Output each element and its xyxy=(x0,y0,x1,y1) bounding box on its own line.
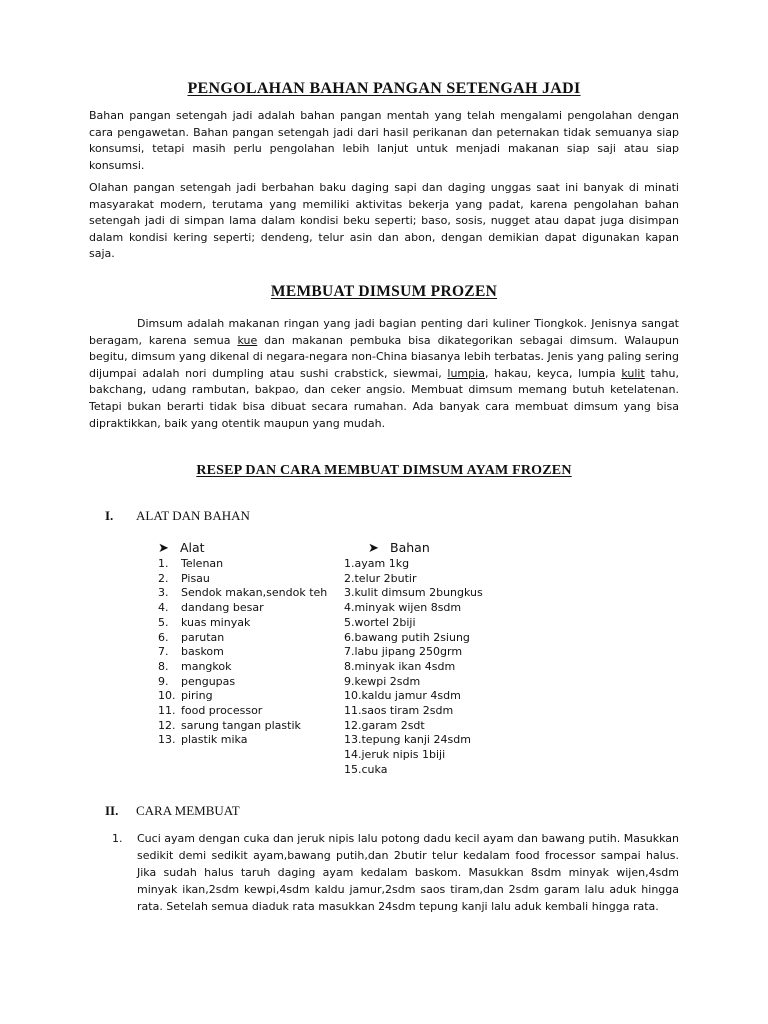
item-number: 9. xyxy=(158,674,169,688)
item-number: 12. xyxy=(158,718,176,732)
item-text: parutan xyxy=(181,630,225,644)
item-number: 6. xyxy=(158,630,169,644)
item-text: Pisau xyxy=(181,571,210,585)
item-text: piring xyxy=(181,689,213,703)
page-title: PENGOLAHAN BAHAN PANGAN SETENGAH JADI xyxy=(187,80,581,97)
item-number: 10. xyxy=(158,689,176,703)
item-number: 13. xyxy=(158,733,176,747)
dimsum-paragraph xyxy=(89,316,679,432)
item-number: 1. xyxy=(158,557,169,570)
section-title-recipe: RESEP DAN CARA MEMBUAT DIMSUM AYAM FROZEN xyxy=(196,463,572,478)
list-item xyxy=(158,660,327,675)
list-item: 13.tepung kanji 24sdm xyxy=(344,733,471,747)
list-item: 6.bawang putih 2siung xyxy=(344,630,470,644)
arrow-bullet-icon: ➤ xyxy=(368,541,379,556)
list-item: 14.jeruk nipis 1biji xyxy=(344,748,446,762)
list-item: 15.cuka xyxy=(344,762,388,776)
section-title-dimsum: MEMBUAT DIMSUM PROZEN xyxy=(270,283,498,300)
bahan-heading xyxy=(368,540,430,556)
list-item: 1.ayam 1kg xyxy=(344,557,410,570)
list-item xyxy=(158,631,327,646)
item-text: plastik mika xyxy=(181,733,248,747)
link-lumpia[interactable]: lumpia xyxy=(447,366,485,380)
section-label: ALAT DAN BAHAN xyxy=(136,508,250,523)
intro-paragraph-2: Olahan pangan setengah jadi berbahan baku daging sapi dan daging unggas saat ini banyak di minati masyarakat modern, terutama yang memiliki aktivitas bekerja yang padat, karena pengolahan bahan setengah jadi di simpan lama dalam kondisi beku seperti; baso, sosis, nugget atau dapat juga disimpan dalam kondisi kering seperti; dendeng, telur asin dan abon, dengan demikian dapat digunakan kapan saja. xyxy=(89,181,679,261)
item-text: food processor xyxy=(181,704,263,718)
list-item: 5.wortel 2biji xyxy=(344,615,416,629)
link-kue[interactable]: kue xyxy=(237,333,258,347)
list-item xyxy=(158,704,327,719)
list-item xyxy=(158,601,327,616)
bahan-heading-label: Bahan xyxy=(390,540,430,555)
step-number: 1. xyxy=(112,832,123,845)
section-number: II. xyxy=(105,803,119,818)
item-text: Sendok makan,sendok teh xyxy=(181,586,328,600)
step-1 xyxy=(112,830,679,915)
item-number: 7. xyxy=(158,645,169,659)
alat-list xyxy=(158,557,327,748)
list-item: 4.minyak wijen 8sdm xyxy=(344,601,462,615)
item-text: Telenan xyxy=(181,557,224,570)
list-item xyxy=(158,572,327,587)
dimsum-text-2: dan makanan pembuka bisa dikategorikan sebagai dimsum. Walaupun begitu, dimsum yang dikenal di negara-negara non-China biasanya lebih terbatas. Jenis yang paling sering dijumpai adalah nori dumpling atau sushi crabstick, siewmai, xyxy=(89,333,679,380)
list-item xyxy=(158,675,327,690)
section-label: CARA MEMBUAT xyxy=(136,803,240,818)
section-number: I. xyxy=(105,508,114,523)
list-item xyxy=(158,586,327,601)
alat-heading xyxy=(158,540,205,556)
item-number: 11. xyxy=(158,704,176,718)
item-number: 2. xyxy=(158,571,169,585)
item-text: sarung tangan plastik xyxy=(181,718,301,732)
list-item: 9.kewpi 2sdm xyxy=(344,674,421,688)
list-item: 3.kulit dimsum 2bungkus xyxy=(344,586,483,600)
list-item xyxy=(158,689,327,704)
list-item: 7.labu jipang 250grm xyxy=(344,645,463,659)
alat-heading-label: Alat xyxy=(180,540,205,555)
arrow-bullet-icon: ➤ xyxy=(158,541,169,556)
item-text: kuas minyak xyxy=(181,615,251,629)
item-number: 4. xyxy=(158,601,169,615)
list-item xyxy=(158,616,327,631)
list-item xyxy=(158,645,327,660)
list-item: 10.kaldu jamur 4sdm xyxy=(344,689,461,703)
link-kulit[interactable]: kulit xyxy=(621,366,645,380)
dimsum-text-4: tahu, bakchang, udang rambutan, bakpao, dan ceker angsio. Membuat dimsum memang butuh ketelatenan. Tetapi bukan berarti tidak bisa dibuat secara rumahan. Ada banyak cara membuat dimsum yang bisa dipraktikkan, baik yang otentik maupun yang mudah. xyxy=(89,366,679,430)
item-text: dandang besar xyxy=(181,601,264,615)
list-item xyxy=(158,719,327,734)
item-text: mangkok xyxy=(181,659,232,673)
bahan-list xyxy=(344,557,483,778)
item-number: 5. xyxy=(158,615,169,629)
step-text: Cuci ayam dengan cuka dan jeruk nipis lalu potong dadu kecil ayam dan bawang putih. Masukkan sedikit demi sedikit ayam,bawang putih,dan 2butir telur kedalam food frocessor sampai halus. Jika sudah halus taruh daging ayam kedalam baskom. Masukkan 8sdm minyak wijen,4sdm minyak ikan,2sdm kewpi,4sdm kaldu jamur,2sdm saos tiram,dan 2sdm garam lalu aduk hingga rata. Setelah semua diaduk rata masukkan 24sdm tepung kanji lalu aduk kembali hingga rata. xyxy=(137,832,679,913)
list-item: 8.minyak ikan 4sdm xyxy=(344,659,456,673)
item-text: pengupas xyxy=(181,674,236,688)
intro-paragraph-1: Bahan pangan setengah jadi adalah bahan pangan mentah yang telah mengalami pengolahan dengan cara pengawetan. Bahan pangan setengah jadi dari hasil perikanan dan peternakan tidak semuanya siap konsumsi, tetapi masih perlu pengolahan lebih lanjut untuk menjadi makanan siap saji atau siap konsumsi. xyxy=(89,109,679,172)
item-text: baskom xyxy=(181,645,224,659)
item-number: 8. xyxy=(158,659,169,673)
list-item: 11.saos tiram 2sdm xyxy=(344,704,454,718)
list-item xyxy=(158,733,327,748)
dimsum-text-3: , hakau, keyca, lumpia xyxy=(484,366,622,380)
item-number: 3. xyxy=(158,586,169,600)
list-item: 2.telur 2butir xyxy=(344,571,417,585)
list-item: 12.garam 2sdt xyxy=(344,718,425,732)
dimsum-text-1: Dimsum adalah makanan ringan yang jadi bagian penting dari kuliner Tiongkok. Jenisnya sangat beragam, karena semua xyxy=(89,317,679,347)
list-item xyxy=(158,557,327,572)
